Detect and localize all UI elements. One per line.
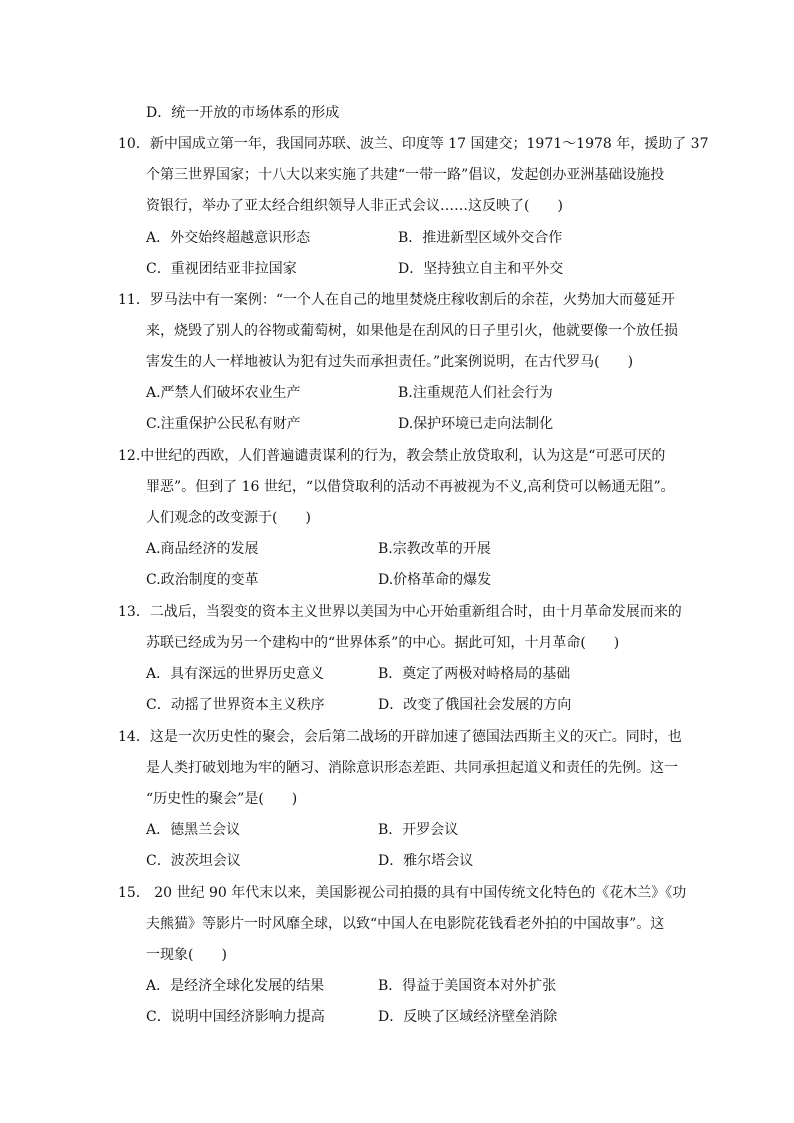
q9-option-d: D．统一开放的市场体系的形成	[146, 105, 340, 121]
q10-stem-line-1: 10．新中国成立第一年，我国同苏联、波兰、印度等 17 国建交；1971～1978 年，援助了 37	[118, 136, 709, 152]
q10-option-c: C．重视团结亚非拉国家	[146, 261, 297, 277]
q15-option-b: B．得益于美国资本对外扩张	[378, 978, 557, 994]
q15-option-a: A．是经济全球化发展的结果	[146, 978, 325, 994]
q13-stem-line-2: 苏联已经成为另一个建构中的“世界体系”的中心。据此可知，十月革命( )	[146, 635, 620, 651]
q12-option-a: A.商品经济的发展	[146, 541, 259, 557]
q14-option-b: B．开罗会议	[378, 822, 459, 838]
q15-stem-line-3: 一现象( )	[146, 947, 227, 963]
q10-option-b: B．推进新型区域外交合作	[398, 230, 563, 246]
q15-stem-line-1: 15． 20 世纪 90 年代末以来，美国影视公司拍摄的具有中国传统文化特色的《花木兰》《功	[118, 885, 687, 901]
q14-stem-line-1: 14．这是一次历史性的聚会，会后第二战场的开辟加速了德国法西斯主义的灭亡。同时，也	[118, 729, 682, 745]
q12-stem-line-1: 12.中世纪的西欧，人们普遍谴责谋利的行为，教会禁止放贷取利，认为这是“可恶可厌的	[118, 448, 666, 464]
q14-option-d: D．雅尔塔会议	[378, 853, 474, 869]
q13-option-b: B．奠定了两极对峙格局的基础	[378, 666, 571, 682]
q10-option-a: A．外交始终超越意识形态	[146, 230, 311, 246]
q11-option-d: D.保护环境已走向法制化	[398, 416, 554, 432]
q11-option-b: B.注重规范人们社会行为	[398, 385, 553, 401]
q13-option-a: A．具有深远的世界历史意义	[146, 666, 325, 682]
q10-stem-line-3: 资银行，举办了亚太经合组织领导人非正式会议……这反映了( )	[146, 198, 563, 214]
q11-stem-line-2: 来，烧毁了别人的谷物或葡萄树，如果他是在刮风的日子里引火，他就要像一个放任损	[146, 323, 678, 339]
q10-stem-line-2: 个第三世界国家；十八大以来实施了共建“一带一路”倡议，发起创办亚洲基础设施投	[146, 167, 665, 183]
q14-option-c: C．波茨坦会议	[146, 853, 241, 869]
q14-stem-line-2: 是人类打破划地为牢的陋习、消除意识形态差距、共同承担起道义和责任的先例。这一	[146, 760, 678, 776]
q12-option-b: B.宗教改革的开展	[378, 541, 491, 557]
q13-option-d: D．改变了俄国社会发展的方向	[378, 697, 572, 713]
q15-stem-line-2: 夫熊猫》等影片一时风靡全球，以致“中国人在电影院花钱看老外拍的中国故事”。这	[146, 916, 665, 932]
q13-option-c: C．动摇了世界资本主义秩序	[146, 697, 325, 713]
q11-option-c: C.注重保护公民私有财产	[146, 416, 301, 432]
q11-option-a: A.严禁人们破坏农业生产	[146, 385, 301, 401]
q11-stem-line-1: 11．罗马法中有一案例：“一个人在自己的地里焚烧庄稼收割后的余茬，火势加大而蔓延开	[118, 292, 675, 308]
q12-option-d: D.价格革命的爆发	[378, 572, 492, 588]
q15-option-d: D．反映了区域经济壁垒消除	[378, 1009, 558, 1025]
q12-option-c: C.政治制度的变革	[146, 572, 259, 588]
q13-stem-line-1: 13．二战后，当裂变的资本主义世界以美国为中心开始重新组合时，由十月革命发展而来的	[118, 604, 682, 620]
q12-stem-line-2: 罪恶”。但到了 16 世纪，“以借贷取利的活动不再被视为不义,高利贷可以畅通无阻”。	[146, 479, 675, 495]
q14-option-a: A．德黑兰会议	[146, 822, 241, 838]
q15-option-c: C．说明中国经济影响力提高	[146, 1009, 325, 1025]
q11-stem-line-3: 害发生的人一样地被认为犯有过失而承担责任。”此案例说明，在古代罗马( )	[146, 354, 634, 370]
q12-stem-line-3: 人们观念的改变源于( )	[146, 510, 311, 526]
q10-option-d: D．坚持独立自主和平外交	[398, 261, 564, 277]
q14-stem-line-3: “历史性的聚会”是( )	[146, 791, 298, 807]
